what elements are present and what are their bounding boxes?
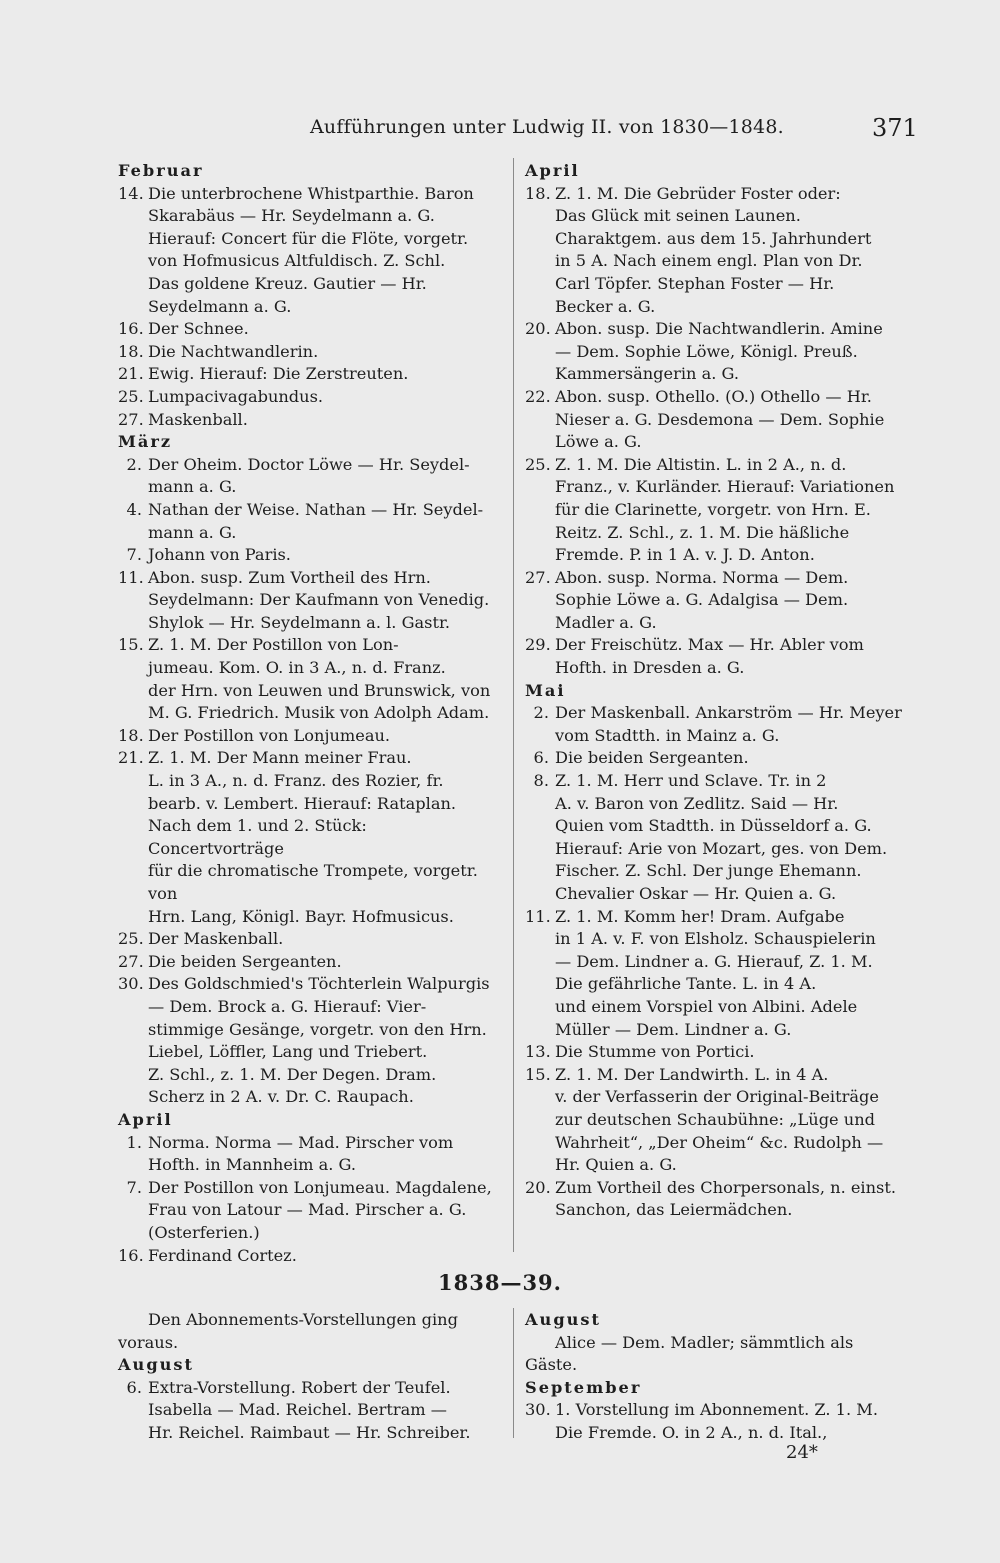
entry-line: Z. 1. M. Der Landwirth. L. in 4 A. (555, 1064, 829, 1084)
entry-date: 15. (525, 1064, 551, 1084)
entry-date: 13. (525, 1042, 551, 1062)
entry-date: 21. (118, 364, 144, 384)
entry-line: Chevalier Oskar — Hr. Quien a. G. (555, 884, 837, 903)
text-line: voraus. (118, 1332, 179, 1352)
performance-entry (118, 386, 503, 409)
entry-line: für die Clarinette, vorgetr. von Hrn. E. (555, 499, 871, 519)
entry-line: der Hrn. von Leuwen und Brunswick, von (148, 680, 491, 700)
entry-line: in 5 A. Nach einem engl. Plan von Dr. (555, 251, 863, 271)
performance-entry (118, 454, 503, 499)
performance-entry (118, 1177, 503, 1245)
entry-date: 21. (118, 748, 144, 768)
performance-entry (118, 725, 503, 748)
entry-line: Shylok — Hr. Seydelmann a. l. Gastr. (148, 612, 451, 632)
entry-date: 14. (118, 183, 144, 203)
performance-entry (118, 973, 503, 1109)
entry-line: Seydelmann: Der Kaufmann von Venedig. (148, 590, 490, 610)
entry-line: Sophie Löwe a. G. Adalgisa — Dem. (555, 590, 849, 610)
entry-line: Maskenball. (148, 409, 248, 429)
performance-entry (525, 1064, 910, 1177)
entry-line: Nach dem 1. und 2. Stück: Concertvorträge (148, 816, 367, 858)
performance-entry (525, 183, 910, 319)
performance-entry (525, 747, 910, 770)
entry-date: 11. (118, 567, 144, 587)
performance-entry (525, 318, 910, 386)
entry-line: Frau von Latour — Mad. Pirscher a. G. (148, 1200, 467, 1220)
running-head-title: Aufführungen unter Ludwig II. von 1830—1848. (310, 116, 784, 138)
entry-date: 25. (118, 929, 144, 949)
performance-entry (525, 454, 910, 567)
month-heading: August (525, 1310, 602, 1329)
entry-line: Hierauf: Concert für die Flöte, vorgetr. (148, 228, 469, 248)
entry-line: Hr. Reichel. Raimbaut — Hr. Schreiber. (148, 1422, 471, 1442)
performance-entry (118, 318, 503, 341)
entry-line: Der Postillon von Lonjumeau. Magdalene, (148, 1177, 492, 1197)
year-heading: 1838—39. (438, 1270, 562, 1295)
performance-entry (118, 1245, 503, 1268)
month-heading: März (118, 432, 173, 452)
performance-entry (525, 1041, 910, 1064)
entry-line: 1. Vorstellung im Abonnement. Z. 1. M. (555, 1400, 878, 1420)
entry-date: 27. (118, 951, 144, 971)
performance-entry (118, 928, 503, 951)
entry-line: Madler a. G. (555, 612, 657, 632)
performance-entry (118, 1377, 503, 1445)
performance-entry (118, 363, 503, 386)
entry-line: Die beiden Sergeanten. (148, 951, 342, 971)
entry-date: 16. (118, 319, 144, 339)
entry-line: Skarabäus — Hr. Seydelmann a. G. (148, 206, 435, 226)
entry-date: 8. (533, 771, 549, 791)
entry-line: zur deutschen Schaubühne: „Lüge und (555, 1109, 875, 1129)
performance-entry (118, 341, 503, 364)
entry-line: Fischer. Z. Schl. Der junge Ehemann. (555, 861, 862, 881)
entry-line: vom Stadtth. in Mainz a. G. (555, 725, 780, 745)
entry-date: 16. (118, 1245, 144, 1265)
performance-entry (118, 747, 503, 928)
entry-date: 20. (525, 1177, 551, 1197)
entry-date: 15. (118, 635, 144, 655)
entry-line: Die beiden Sergeanten. (555, 748, 749, 768)
entry-line: Die unterbrochene Whistparthie. Baron (148, 183, 474, 203)
month-heading: Mai (525, 680, 566, 700)
entry-line: Die Nachtwandlerin. (148, 341, 319, 361)
entry-line: Die gefährliche Tante. L. in 4 A. (555, 974, 817, 994)
entry-line: Z. Schl., z. 1. M. Der Degen. Dram. (148, 1064, 437, 1084)
column-divider-top (513, 158, 514, 1252)
right-column (525, 160, 910, 1222)
entry-line: Charaktgem. aus dem 15. Jahrhundert (555, 228, 872, 248)
entry-line: Extra-Vorstellung. Robert der Teufel. (148, 1377, 451, 1397)
entry-line: Abon. susp. Norma. Norma — Dem. (555, 567, 849, 587)
entry-date: 20. (525, 319, 551, 339)
entry-line: mann a. G. (148, 477, 237, 497)
entry-date: 30. (118, 974, 144, 994)
entry-date: 18. (118, 725, 144, 745)
entry-line: A. v. Baron von Zedlitz. Said — Hr. (555, 793, 839, 813)
entry-line: Nathan der Weise. Nathan — Hr. Seydel- (148, 499, 484, 519)
entry-line: von Hofmusicus Altfuldisch. Z. Schl. (148, 251, 446, 271)
month-heading: April (118, 1109, 173, 1129)
entry-date: 6. (533, 748, 549, 768)
entry-line: Z. 1. M. Herr und Sclave. Tr. in 2 (555, 771, 827, 791)
performance-entry (525, 906, 910, 1042)
entry-line: Müller — Dem. Lindner a. G. (555, 1019, 792, 1039)
entry-date: 11. (525, 906, 551, 926)
entry-line: jumeau. Kom. O. in 3 A., n. d. Franz. (148, 658, 446, 678)
bottom-right-column (525, 1309, 910, 1445)
entry-line: Hofth. in Mannheim a. G. (148, 1155, 357, 1175)
entry-date: 1. (126, 1132, 142, 1152)
entry-line: Scherz in 2 A. v. Dr. C. Raupach. (148, 1087, 414, 1107)
performance-entry (525, 702, 910, 747)
entry-date: 2. (126, 454, 142, 474)
performance-entry (525, 1177, 910, 1222)
entry-date: 27. (118, 409, 144, 429)
entry-date: 25. (118, 386, 144, 406)
entry-line: Sanchon, das Leiermädchen. (555, 1200, 793, 1220)
text-line: Den Abonnements-Vorstellungen ging (148, 1310, 458, 1329)
entry-date: 7. (126, 545, 142, 565)
entry-date: 30. (525, 1400, 551, 1420)
entry-line: (Osterferien.) (148, 1222, 260, 1242)
month-heading: Februar (118, 161, 204, 180)
entry-line: Hr. Quien a. G. (555, 1155, 677, 1175)
entry-line: Das Glück mit seinen Launen. (555, 206, 801, 226)
performance-entry (118, 951, 503, 974)
performance-entry (118, 409, 503, 432)
column-divider-bottom (513, 1308, 514, 1438)
performance-entry (118, 544, 503, 567)
left-column (118, 160, 503, 1267)
entry-line: für die chromatische Trompete, vorgetr. von (148, 861, 478, 903)
entry-line: Hierauf: Arie von Mozart, ges. von Dem. (555, 838, 888, 858)
entry-date: 18. (525, 183, 551, 203)
entry-line: Des Goldschmied's Töchterlein Walpurgis (148, 974, 490, 994)
entry-line: bearb. v. Lembert. Hierauf: Rataplan. (148, 793, 457, 813)
text-line: Gäste. (525, 1355, 578, 1375)
entry-line: Der Maskenball. (148, 929, 284, 949)
entry-line: Der Postillon von Lonjumeau. (148, 725, 391, 745)
entry-line: Die Fremde. O. in 2 A., n. d. Ital., (555, 1422, 828, 1442)
entry-date: 29. (525, 635, 551, 655)
entry-line: Norma. Norma — Mad. Pirscher vom (148, 1132, 454, 1152)
entry-line: L. in 3 A., n. d. Franz. des Rozier, fr. (148, 771, 444, 791)
entry-date: 6. (126, 1377, 142, 1397)
entry-line: Carl Töpfer. Stephan Foster — Hr. (555, 273, 835, 293)
text-line: Alice — Dem. Madler; sämmtlich als (555, 1332, 854, 1352)
performance-entry (118, 183, 503, 319)
entry-line: Z. 1. M. Der Mann meiner Frau. (148, 748, 412, 768)
month-heading: September (525, 1377, 642, 1397)
performance-entry (525, 634, 910, 679)
entry-line: M. G. Friedrich. Musik von Adolph Adam. (148, 703, 490, 723)
entry-line: Z. 1. M. Komm her! Dram. Aufgabe (555, 906, 845, 926)
signature-mark: 24* (786, 1442, 818, 1463)
entry-line: Quien vom Stadtth. in Düsseldorf a. G. (555, 816, 872, 836)
entry-line: Liebel, Löffler, Lang und Triebert. (148, 1042, 428, 1062)
entry-line: Becker a. G. (555, 296, 656, 316)
entry-line: Reitz. Z. Schl., z. 1. M. Die häßliche (555, 522, 850, 542)
entry-line: Der Freischütz. Max — Hr. Abler vom (555, 635, 864, 655)
entry-line: Franz., v. Kurländer. Hierauf: Variationen (555, 477, 895, 497)
entry-line: Der Oheim. Doctor Löwe — Hr. Seydel- (148, 454, 470, 474)
entry-line: in 1 A. v. F. von Elsholz. Schauspielerin (555, 929, 876, 949)
performance-entry (525, 567, 910, 635)
entry-date: 25. (525, 454, 551, 474)
performance-entry (118, 499, 503, 544)
entry-line: Ferdinand Cortez. (148, 1245, 297, 1265)
entry-line: Der Schnee. (148, 319, 249, 339)
page-number: 371 (872, 114, 918, 142)
performance-entry (525, 770, 910, 906)
entry-line: Isabella — Mad. Reichel. Bertram — (148, 1400, 447, 1420)
entry-date: 2. (533, 703, 549, 723)
entry-line: Zum Vortheil des Chorpersonals, n. einst. (555, 1177, 896, 1197)
entry-line: Lumpacivagabundus. (148, 386, 324, 406)
entry-line: Ewig. Hierauf: Die Zerstreuten. (148, 364, 409, 384)
performance-entry (118, 567, 503, 635)
entry-line: Hrn. Lang, Königl. Bayr. Hofmusicus. (148, 906, 454, 926)
performance-entry (525, 1399, 910, 1444)
entry-line: Johann von Paris. (148, 545, 291, 565)
entry-line: Fremde. P. in 1 A. v. J. D. Anton. (555, 545, 815, 565)
entry-line: — Dem. Sophie Löwe, Königl. Preuß. (555, 341, 858, 361)
month-heading: August (118, 1355, 195, 1375)
entry-line: und einem Vorspiel von Albini. Adele (555, 996, 858, 1016)
entry-line: Löwe a. G. (555, 432, 642, 452)
entry-line: Kammersängerin a. G. (555, 364, 740, 384)
entry-line: Z. 1. M. Die Gebrüder Foster oder: (555, 183, 841, 203)
month-heading: April (525, 161, 580, 180)
bottom-left-column (118, 1309, 503, 1445)
entry-line: Die Stumme von Portici. (555, 1042, 755, 1062)
entry-line: Seydelmann a. G. (148, 296, 292, 316)
entry-line: — Dem. Lindner a. G. Hierauf, Z. 1. M. (555, 951, 873, 971)
entry-line: Abon. susp. Die Nachtwandlerin. Amine (555, 319, 883, 339)
entry-date: 27. (525, 567, 551, 587)
entry-line: Wahrheit“, „Der Oheim“ &c. Rudolph — (555, 1132, 884, 1152)
entry-line: stimmige Gesänge, vorgetr. von den Hrn. (148, 1019, 487, 1039)
entry-line: Nieser a. G. Desdemona — Dem. Sophie (555, 409, 885, 429)
entry-line: Der Maskenball. Ankarström — Hr. Meyer (555, 703, 902, 723)
performance-entry (118, 1132, 503, 1177)
entry-line: mann a. G. (148, 522, 237, 542)
running-head (0, 116, 1000, 146)
entry-line: Abon. susp. Othello. (O.) Othello — Hr. (555, 386, 872, 406)
entry-line: Das goldene Kreuz. Gautier — Hr. (148, 273, 427, 293)
performance-entry (525, 386, 910, 454)
entry-line: Hofth. in Dresden a. G. (555, 658, 745, 678)
entry-date: 7. (126, 1177, 142, 1197)
entry-date: 22. (525, 386, 551, 406)
entry-date: 4. (126, 499, 142, 519)
entry-line: Abon. susp. Zum Vortheil des Hrn. (148, 567, 431, 587)
entry-date: 18. (118, 341, 144, 361)
entry-line: v. der Verfasserin der Original-Beiträge (555, 1087, 879, 1107)
entry-line: — Dem. Brock a. G. Hierauf: Vier- (148, 996, 427, 1016)
entry-line: Z. 1. M. Der Postillon von Lon- (148, 635, 399, 655)
performance-entry (118, 634, 503, 724)
entry-line: Z. 1. M. Die Altistin. L. in 2 A., n. d. (555, 454, 847, 474)
